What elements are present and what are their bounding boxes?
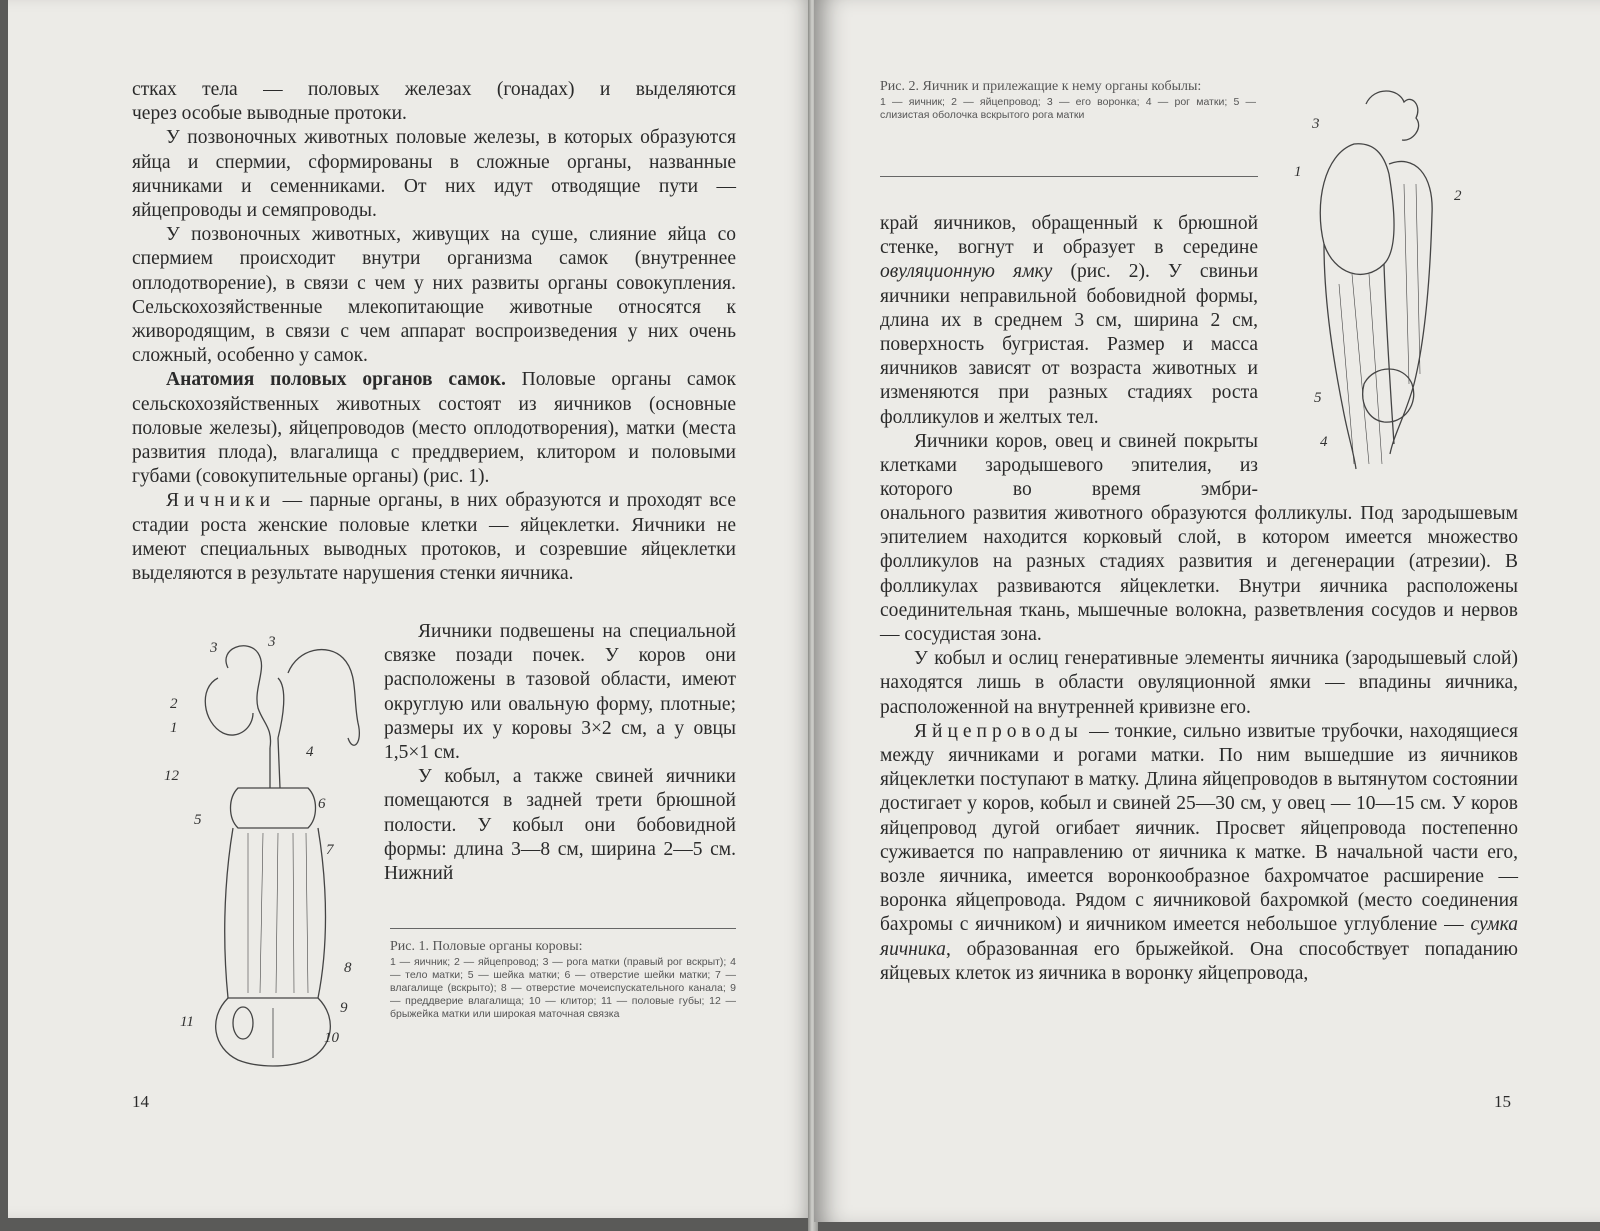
left-text-top xyxy=(132,78,736,586)
term-ovulation-fossa: овуляционную ямку xyxy=(880,261,1053,283)
right-wide-column xyxy=(880,502,1518,986)
fig1-label-5: 5 xyxy=(194,812,202,828)
fig1-label-2: 2 xyxy=(170,696,178,712)
paragraph-oviducts xyxy=(880,720,1518,986)
fig1-label-7: 7 xyxy=(326,842,334,858)
fig1-label-4: 4 xyxy=(306,744,314,760)
fig1-label-11: 11 xyxy=(180,1014,194,1030)
right-narrow-column xyxy=(880,212,1258,502)
paragraph-gonads: У позвоночных животных половые железы, в которых образуются яйца и спермии, сформированы в сложные органы, названные яичниками и семенниками. От них идут отводящие пути — яйцепроводы и семяпроводы. xyxy=(132,127,736,222)
fig1-label-1: 1 xyxy=(170,720,178,736)
fig1-label-3b: 3 xyxy=(268,634,276,650)
fig2-label-1: 1 xyxy=(1294,164,1302,180)
line-2: через особые выводные протоки. xyxy=(132,103,407,125)
fig1-label-12: 12 xyxy=(164,768,179,784)
fig1-label-8: 8 xyxy=(344,960,352,976)
fig1-label-6: 6 xyxy=(318,796,326,812)
paragraph-ovulation-start: край яичников, обращенный к брюшной стенке, вогнут и образует в середине xyxy=(880,213,1258,259)
figure-2-title: Рис. 2. Яичник и прилежащие к нему органы кобылы: xyxy=(880,79,1202,94)
line-1: стках тела — половых железах (гонадах) и выделяются xyxy=(132,79,736,100)
term-ovaries: Яичники xyxy=(166,490,276,512)
paragraph-fertilization: У позвоночных животных, живущих на суше, слияние яйца со спермием происходит внутри организма самок (внутреннее оплодотворение), в связи с чем у них развиты органы совокупления. Сельскохозяйственные млекопитающие животные относятся к живородящим, в связи с чем аппарат воспроизведения у них очень сложный, особенно у самок. xyxy=(132,224,736,367)
paragraph-anatomy-text: Половые органы самок сельскохозяйственных животных состоят из яичников (основные половые железы), яйцепроводов (место оплодотворения), матки (места развития плода), влагалища с преддверием, клитором и половыми губами (совокупительные органы) (рис. 1). xyxy=(132,369,737,488)
paragraph-ovulation-fossa xyxy=(880,212,1258,430)
paragraph-ovulation-end: (рис. 2). У свиньи яичники неправильной бобовидной формы, длина их в среднем 3 см, ширина 2 см, поверхность бугристая. Размер и масса яичников зависят от возраста животных и изменяются при разных стадиях роста фолликулов и желтых тел. xyxy=(880,261,1258,428)
term-ovarian-bursa: сумка яичника xyxy=(880,914,1518,960)
fig1-label-9: 9 xyxy=(340,1000,348,1016)
paragraph-ovaries-text: — парные органы, в них образуются и проходят все стадии роста женские половые клетки — яйцеклетки. Яичники не имеют специальных выводных протоков, и созревшие яйцеклетки выделяются в результате нарушения стенки яичника. xyxy=(132,490,736,585)
heading-anatomy: Анатомия половых органов самок. xyxy=(166,369,506,391)
figure-2-caption-rule xyxy=(880,176,1258,177)
right-page xyxy=(814,0,1600,1222)
figure-1-legend: 1 — яичник; 2 — яйцепровод; 3 — рога матки (правый рог вскрыт); 4 — тело матки; 5 — шейка матки; 6 — отверстие шейки матки; 7 — влагалище (вскрыто); 8 — отверстие мочеиспускательного канала; 9 — преддверие влагалища; 10 — клитор; 11 — половые губы; 12 — брыжейка матки или широкая маточная связка xyxy=(390,956,736,1020)
paragraph-oviducts-end: , образованная его брыжейкой. Она способствует попаданию яйцевых клеток из яичника в воронку яйцепровода, xyxy=(880,938,1518,984)
figure-2-caption xyxy=(880,78,1256,122)
paragraph-epithelium-rest: онального развития животного образуются фолликулы. Под зародышевым эпителием находится корковый слой, в котором имеется множество фолликулов на разных стадиях развития и дегенерации (атрезии). В фолликулах развиваются яйцеклетки. Внутри яичника расположены соединительная ткань, мышечные волокна, разветвления сосудов и нервов — сосудистая зона. xyxy=(880,503,1518,646)
left-page xyxy=(8,0,814,1218)
figure-1-caption-rule xyxy=(390,928,736,929)
figure-1-illustration xyxy=(158,628,398,1078)
paragraph-anatomy xyxy=(132,368,736,489)
paragraph-oviducts-start: — тонкие, сильно извитые трубочки, находящиеся между яичниками и рогами матки. По ним вышедшие из яичников яйцеклетки поступают в матку. Длина яйцепроводов в вытянутом состоянии достигает у коров, кобыл и свиней 25—30 см, у овец — 10—15 см. У коров яйцепровод дугой огибает яичник. Просвет яйцепровода постепенно суживается по направлению от яичника к матке. В начальной части его, возле яичника, имеется воронкообразное бахромчатое расширение — воронка яйцепровода. Рядом с яичниковой бахромкой (место соединения бахромы с яичником) и яичником имеется небольшое углубление — xyxy=(880,720,1518,936)
fig2-label-4: 4 xyxy=(1320,434,1328,450)
page-number-left: 14 xyxy=(132,1092,149,1111)
figure-1-title: Рис. 1. Половые органы коровы: xyxy=(390,939,583,954)
page-number-right: 15 xyxy=(1494,1092,1511,1111)
figure-2-legend: 1 — яичник; 2 — яйцепровод; 3 — его воронка; 4 — рог матки; 5 — слизистая оболочка вскрытого рога матки xyxy=(880,96,1256,121)
paragraph-ovaries xyxy=(132,489,736,586)
fig2-label-3: 3 xyxy=(1312,116,1320,132)
paragraph-mare-ovaries: У кобыл, а также свиней яичники помещаются в задней трети брюшной полости. У кобыл они бобовидной формы: длина 3—8 см, ширина 2—5 см. Нижний xyxy=(384,766,736,885)
paragraph-epithelium-start: Яичники коров, овец и свиней покрыты клетками зародышевого эпителия, из которого во время эмбри- xyxy=(880,430,1258,501)
figure-1-caption xyxy=(390,938,736,1021)
figure-1-cow-organs xyxy=(158,628,398,1078)
term-oviducts: Яйцепроводы xyxy=(914,720,1083,742)
fig1-label-10: 10 xyxy=(324,1030,339,1046)
fig1-label-3a: 3 xyxy=(210,640,218,656)
paragraph-mare-generative: У кобыл и ослиц генеративные элементы яичника (зародышевый слой) находятся лишь в области овуляционной ямки — впадины яичника, расположенной на внутренней кривизне его. xyxy=(880,648,1518,718)
fig2-label-2: 2 xyxy=(1454,188,1462,204)
figure-2-illustration xyxy=(1294,84,1494,474)
fig2-label-5: 5 xyxy=(1314,390,1322,406)
figure-2-mare-ovary xyxy=(1294,84,1494,474)
left-side-column xyxy=(384,620,736,886)
paragraph-ovary-location: Яичники подвешены на специальной связке позади почек. У коров они расположены в тазовой области, имеют округлую или овальную форму, плотные; размеры их у коровы 3×2 см, а у овцы 1,5×1 см. xyxy=(384,621,736,764)
